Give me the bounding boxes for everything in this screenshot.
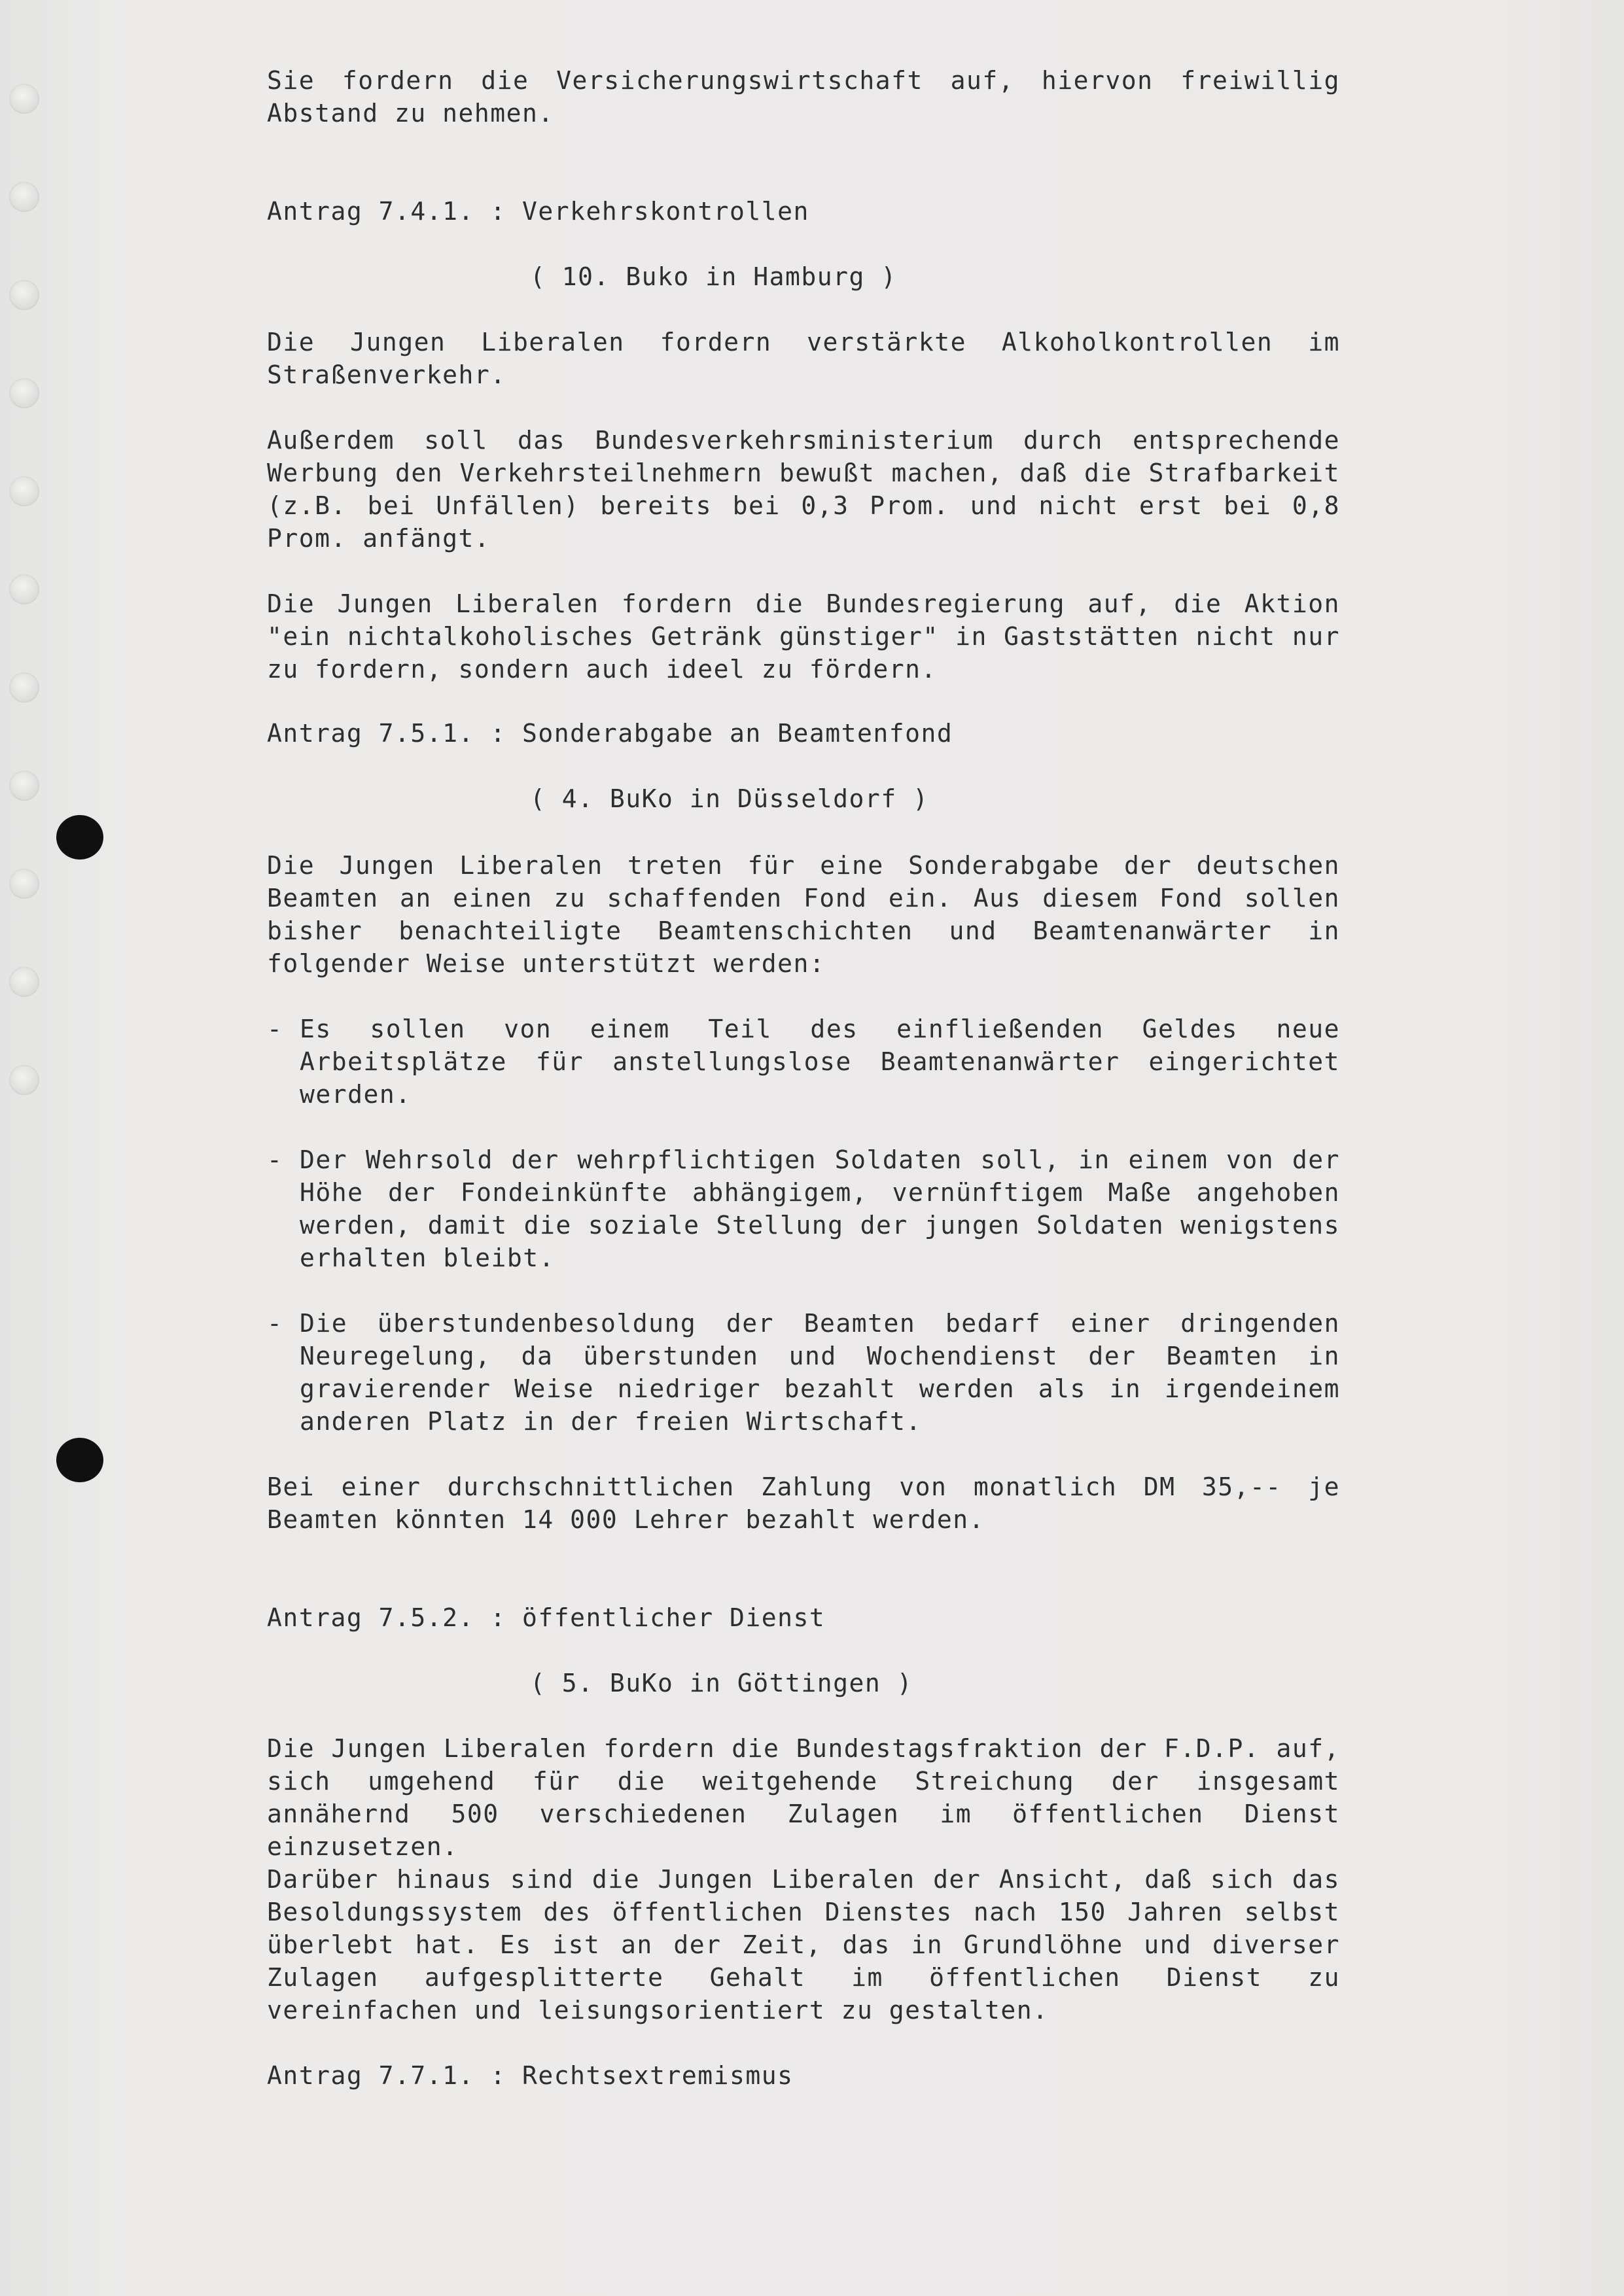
section-closing: Bei einer durchschnittlichen Zahlung von monatlich DM 35,-- je Beamten könnten 14 000 Lehrer bezahlt werden. — [267, 1472, 1340, 1534]
binder-hole — [9, 378, 39, 408]
section-paragraph: Die Jungen Liberalen fordern verstärkte Alkoholkontrollen im Straßenverkehr. — [267, 328, 1340, 389]
bullet-marker: - — [267, 1309, 283, 1338]
section-subheading: ( 4. BuKo in Düsseldorf ) — [530, 784, 929, 813]
bullet-text: Der Wehrsold der wehrpflichtigen Soldaten soll, in einem von der Höhe der Fondeinkünfte abhängigem, vernünftigem Maße angehoben werden, damit die soziale Stellung der jungen Soldaten wenigstens erhalten bleibt. — [300, 1145, 1340, 1272]
section-paragraph: Die Jungen Liberalen treten für eine Sonderabgabe der deutschen Beamten an einen zu schaffenden Fond ein. Aus diesem Fond sollen bisher benachteiligte Beamtenschichten und Beamtenanwärter in folgender Weise unterstützt werden: — [267, 851, 1340, 978]
bullet-marker: - — [267, 1145, 283, 1174]
binder-hole — [9, 182, 39, 212]
binder-hole — [9, 476, 39, 506]
section-heading: Antrag 7.4.1. : Verkehrskontrollen — [267, 197, 809, 226]
section-paragraph: Außerdem soll das Bundesverkehrsministerium durch entsprechende Werbung den Verkehrsteilnehmern bewußt machen, daß die Strafbarkeit (z.B. bei Unfällen) bereits bei 0,3 Prom. und nicht erst bei 0,8 Prom. anfängt. — [267, 426, 1340, 553]
section-subheading: ( 5. BuKo in Göttingen ) — [530, 1669, 913, 1697]
intro-paragraph: Sie fordern die Versicherungswirtschaft auf, hiervon freiwillig Abstand zu nehmen. — [267, 66, 1340, 128]
bullet-text: Es sollen von einem Teil des einfließenden Geldes neue Arbeitsplätze für anstellungslose Beamtenanwärter eingerichtet werden. — [300, 1015, 1340, 1109]
section-paragraph: Darüber hinaus sind die Jungen Liberalen der Ansicht, daß sich das Besoldungssystem des öffentlichen Dienstes nach 150 Jahren selbst überlebt hat. Es ist an der Zeit, das in Grundlöhne und diverser Zulagen aufgesplitterte Gehalt im öffentlichen Dienst zu vereinfachen und leisungsorientiert zu gestalten. — [267, 1865, 1340, 2025]
binder-hole — [9, 1065, 39, 1095]
bullet-item — [267, 1013, 1340, 1111]
bullet-text: Die überstundenbesoldung der Beamten bedarf einer dringenden Neuregelung, da überstunden und Wochendienst der Beamten in gravierender Weise niedriger bezahlt werden als in irgendeinem anderen Platz in der freien Wirtschaft. — [300, 1309, 1340, 1436]
binder-hole — [9, 280, 39, 310]
binder-hole — [9, 574, 39, 604]
section-heading: Antrag 7.5.1. : Sonderabgabe an Beamtenfond — [267, 719, 953, 748]
binder-hole — [9, 771, 39, 801]
section-subheading: ( 10. Buko in Hamburg ) — [530, 262, 897, 291]
binder-hole — [9, 84, 39, 114]
section-paragraph: Die Jungen Liberalen fordern die Bundestagsfraktion der F.D.P. auf, sich umgehend für die weitgehende Streichung der insgesamt annähernd 500 verschiedenen Zulagen im öffentlichen Dienst einzusetzen. — [267, 1734, 1340, 1861]
binder-hole — [9, 869, 39, 899]
punch-mark — [56, 1438, 103, 1482]
bullet-marker: - — [267, 1015, 283, 1043]
binder-hole — [9, 672, 39, 703]
section-heading: Antrag 7.5.2. : öffentlicher Dienst — [267, 1603, 826, 1632]
binder-hole — [9, 967, 39, 997]
bullet-item — [267, 1143, 1340, 1274]
section-paragraph: Die Jungen Liberalen fordern die Bundesregierung auf, die Aktion "ein nichtalkoholisches Getränk günstiger" in Gaststätten nicht nur zu fordern, sondern auch ideel zu fördern. — [267, 589, 1340, 684]
section-heading: Antrag 7.7.1. : Rechtsextremismus — [267, 2061, 794, 2090]
punch-mark — [56, 815, 103, 860]
bullet-item — [267, 1307, 1340, 1438]
